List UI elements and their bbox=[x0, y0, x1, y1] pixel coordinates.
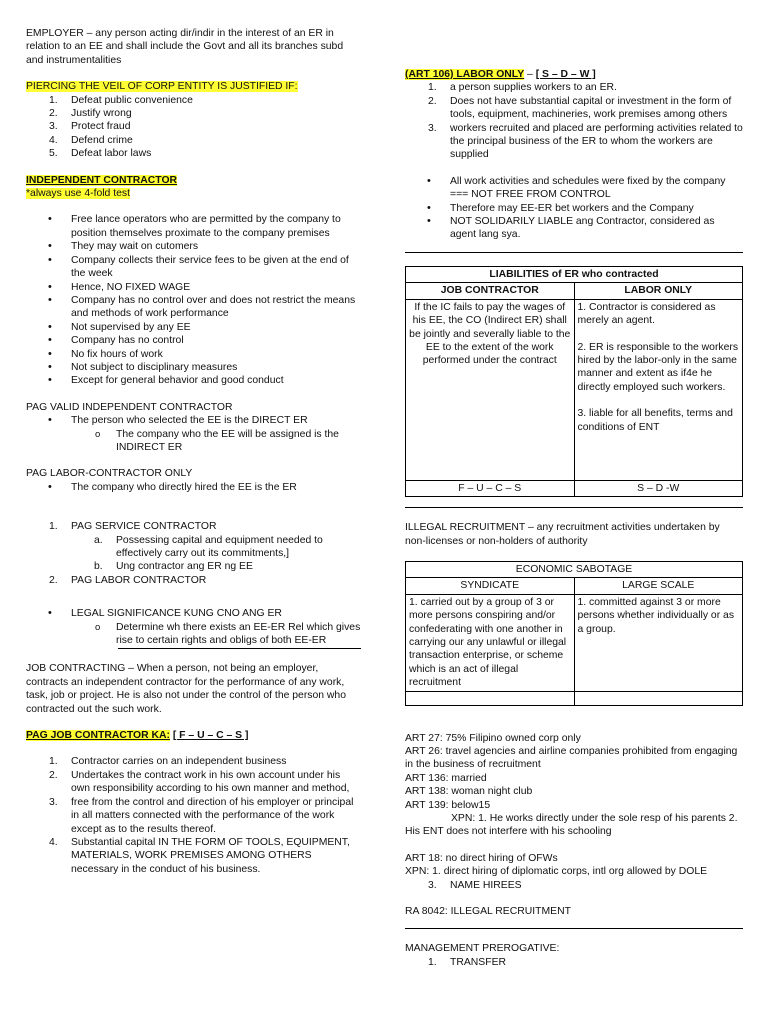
large-scale-cell: 1. committed against 3 or more persons whether individually or as a group. bbox=[574, 594, 743, 691]
economic-sabotage-table bbox=[405, 561, 743, 706]
col-header-labor-only: LABOR ONLY bbox=[574, 283, 743, 299]
list-item: 1. TRANSFER bbox=[428, 956, 506, 968]
list-item: • They may wait on cutomers bbox=[26, 240, 361, 253]
list-item: • Except for general behavior and good conduct bbox=[26, 374, 361, 387]
syndicate-cell: 1. carried out by a group of 3 or more persons conspiring and/or confederating with one another in carrying our any unlawful or illegal transaction enterprise, or scheme which is an act of illegal recruitment bbox=[406, 594, 575, 691]
list-item: o The company who the EE will be assigned is the INDIRECT ER bbox=[26, 428, 361, 455]
list-item: • Company collects their service fees to be given at the end of the week bbox=[26, 254, 361, 281]
right-column bbox=[405, 68, 743, 969]
empty-cell bbox=[406, 691, 575, 705]
ic-list bbox=[26, 213, 361, 387]
labor-only-cell: 1. Contractor is considered as merely an agent. 2. ER is responsible to the workers hired by the labor-only in the same manner and extent as if4e he directly employed such workers. 3. liable for all benefits, terms and conditions of ENT bbox=[574, 299, 743, 480]
list-item: • LEGAL SIGNIFICANCE KUNG CNO ANG ER bbox=[26, 607, 361, 620]
list-item: • The company who directly hired the EE is the ER bbox=[26, 481, 361, 494]
art106-bullets bbox=[405, 175, 743, 242]
job-contractor-list bbox=[26, 755, 361, 876]
legal-significance-list bbox=[26, 607, 361, 620]
art106-heading: (ART 106) LABOR ONLY – [ S – D – W ] bbox=[405, 69, 596, 80]
list-item: • Therefore may EE-ER bet workers and the Company bbox=[405, 202, 743, 215]
list-item: 3. Protect fraud bbox=[49, 121, 131, 133]
empty-cell bbox=[574, 691, 743, 705]
list-item: o Determine wh there exists an EE-ER Rel which gives rise to certain rights and obligs of both EE-ER bbox=[26, 621, 361, 648]
labor-contractor-list bbox=[26, 481, 361, 494]
art18-xpn-line: XPN: 1. direct hiring of diplomatic corps, intl org allowed by DOLE bbox=[405, 866, 708, 878]
ra8042-line: RA 8042: ILLEGAL RECRUITMENT bbox=[405, 906, 571, 918]
art106-list bbox=[405, 81, 743, 161]
piercing-heading-text: PIERCING THE VEIL OF CORP ENTITY IS JUSTIFIED IF: bbox=[26, 81, 298, 93]
list-item: 3. free from the control and direction of his employer or principal in all matters connected with the performance of the work except as to the results thereof. bbox=[49, 796, 354, 835]
list-item: 3. NAME HIREES bbox=[428, 879, 522, 891]
col-header-syndicate: SYNDICATE bbox=[406, 578, 575, 594]
list-item: 2. PAG LABOR CONTRACTOR bbox=[49, 574, 207, 586]
list-item: • Company has no control bbox=[26, 334, 361, 347]
valid-ic-sublist bbox=[26, 428, 361, 455]
service-sublist bbox=[26, 534, 361, 574]
list-item: 2. Does not have substantial capital or investment in the form of tools, equipment, machineries, work premises among others bbox=[428, 95, 732, 121]
job-contractor-cell: If the IC fails to pay the wages of his EE, the CO (Indirect ER) shall be jointly and severally liable to the EE to the extent of the work performed under the contract bbox=[406, 299, 575, 480]
piercing-list bbox=[26, 94, 361, 161]
illegal-recruitment-definition: ILLEGAL RECRUITMENT – any recruitment activities undertaken by non-licenses or non-holders of authority bbox=[405, 522, 720, 547]
ic-note: *always use 4-fold test bbox=[26, 188, 130, 200]
list-item: 2. Undertakes the contract work in his own account under his own responsibility according to his own manner and method, bbox=[49, 769, 350, 795]
job-contractor-heading: PAG JOB CONTRACTOR KA: [ F – U – C – S ] bbox=[26, 730, 249, 742]
list-item: 1. Contractor carries on an independent business bbox=[49, 756, 287, 768]
list-item: 1. Defeat public convenience bbox=[49, 94, 193, 106]
liabilities-table-title: LIABILITIES of ER who contracted bbox=[406, 266, 743, 282]
list-item: 4. Substantial capital IN THE FORM OF TOOLS, EQUIPMENT, MATERIALS, WORK PREMISES AMONG OTHERS necessary in the conduct of his business. bbox=[49, 836, 350, 875]
econ-table-title: ECONOMIC SABOTAGE bbox=[406, 561, 743, 577]
ic-heading-text: INDEPENDENT CONTRACTOR bbox=[26, 174, 178, 186]
list-item: • Company has no control over and does not restrict the means and methods of work performance bbox=[26, 294, 361, 321]
table-footer-cell: F – U – C – S bbox=[406, 480, 575, 496]
management-heading: MANAGEMENT PREROGATIVE: bbox=[405, 943, 560, 955]
list-item: • Hence, NO FIXED WAGE bbox=[26, 281, 361, 294]
valid-ic-list bbox=[26, 414, 361, 427]
contractor-type-list bbox=[26, 520, 361, 533]
list-item: 4. Defend crime bbox=[49, 134, 133, 146]
liabilities-table bbox=[405, 266, 743, 497]
list-item: 5. Defeat labor laws bbox=[49, 148, 152, 160]
art18-list bbox=[405, 879, 743, 892]
xpn-line: XPN: 1. He works directly under the sole resp of his parents 2. His ENT does not interfere with his schooling bbox=[405, 813, 738, 838]
left-column bbox=[26, 27, 361, 876]
list-item: a. Possessing capital and equipment needed to effectively carry out its commitments,] bbox=[94, 534, 323, 559]
employer-definition: EMPLOYER – any person acting dir/indir in the interest of an ER in relation to an EE and shall include the Govt and all its branches subd and instrumentalities bbox=[26, 28, 344, 66]
table-footer-cell: S – D -W bbox=[574, 480, 743, 496]
art18-line: ART 18: no direct hiring of OFWs bbox=[405, 852, 558, 864]
list-item: • Free lance operators who are permitted by the company to position themselves proximate to the company premises bbox=[26, 213, 361, 240]
art-line: ART 136: married bbox=[405, 772, 487, 784]
list-item: 1. PAG SERVICE CONTRACTOR bbox=[49, 521, 217, 533]
valid-ic-heading: PAG VALID INDEPENDENT CONTRACTOR bbox=[26, 401, 233, 413]
job-contracting-definition: JOB CONTRACTING – When a person, not being an employer, contracts an independent contractor for the performance of any work, task, job or project. He is also not under the control of the person who contracted out the such work. bbox=[26, 663, 346, 715]
management-list bbox=[405, 956, 743, 969]
list-item: • Not subject to disciplinary measures bbox=[26, 361, 361, 374]
list-item: 2. Justify wrong bbox=[49, 108, 132, 120]
contractor-type-list-2 bbox=[26, 574, 361, 587]
list-item: b. Ung contractor ang ER ng EE bbox=[94, 561, 253, 573]
art-line: ART 27: 75% Filipino owned corp only bbox=[405, 732, 581, 744]
labor-contractor-heading: PAG LABOR-CONTRACTOR ONLY bbox=[26, 468, 193, 480]
legal-sublist bbox=[26, 621, 361, 648]
col-header-job-contractor: JOB CONTRACTOR bbox=[406, 283, 575, 299]
art-line: ART 26: travel agencies and airline companies prohibited from engaging in the business of recruitment bbox=[405, 745, 738, 771]
list-item: • NOT SOLIDARILY LIABLE ang Contractor, considered as agent lang sya. bbox=[405, 215, 743, 242]
ic-heading bbox=[26, 174, 361, 187]
list-item: • The person who selected the EE is the DIRECT ER bbox=[26, 414, 361, 427]
col-header-large-scale: LARGE SCALE bbox=[574, 578, 743, 594]
art-line: ART 138: woman night club bbox=[405, 786, 533, 798]
art-line: ART 139: below15 bbox=[405, 799, 491, 811]
list-item: • Not supervised by any EE bbox=[26, 321, 361, 334]
list-item: • All work activities and schedules were fixed by the company === NOT FREE FROM CONTROL bbox=[405, 175, 743, 202]
piercing-heading bbox=[26, 80, 361, 93]
list-item: • No fix hours of work bbox=[26, 348, 361, 361]
list-item: 3. workers recruited and placed are performing activities related to the principal business of the ER to whom the workers are supplied bbox=[428, 122, 743, 161]
list-item: 1. a person supplies workers to an ER. bbox=[428, 82, 617, 94]
